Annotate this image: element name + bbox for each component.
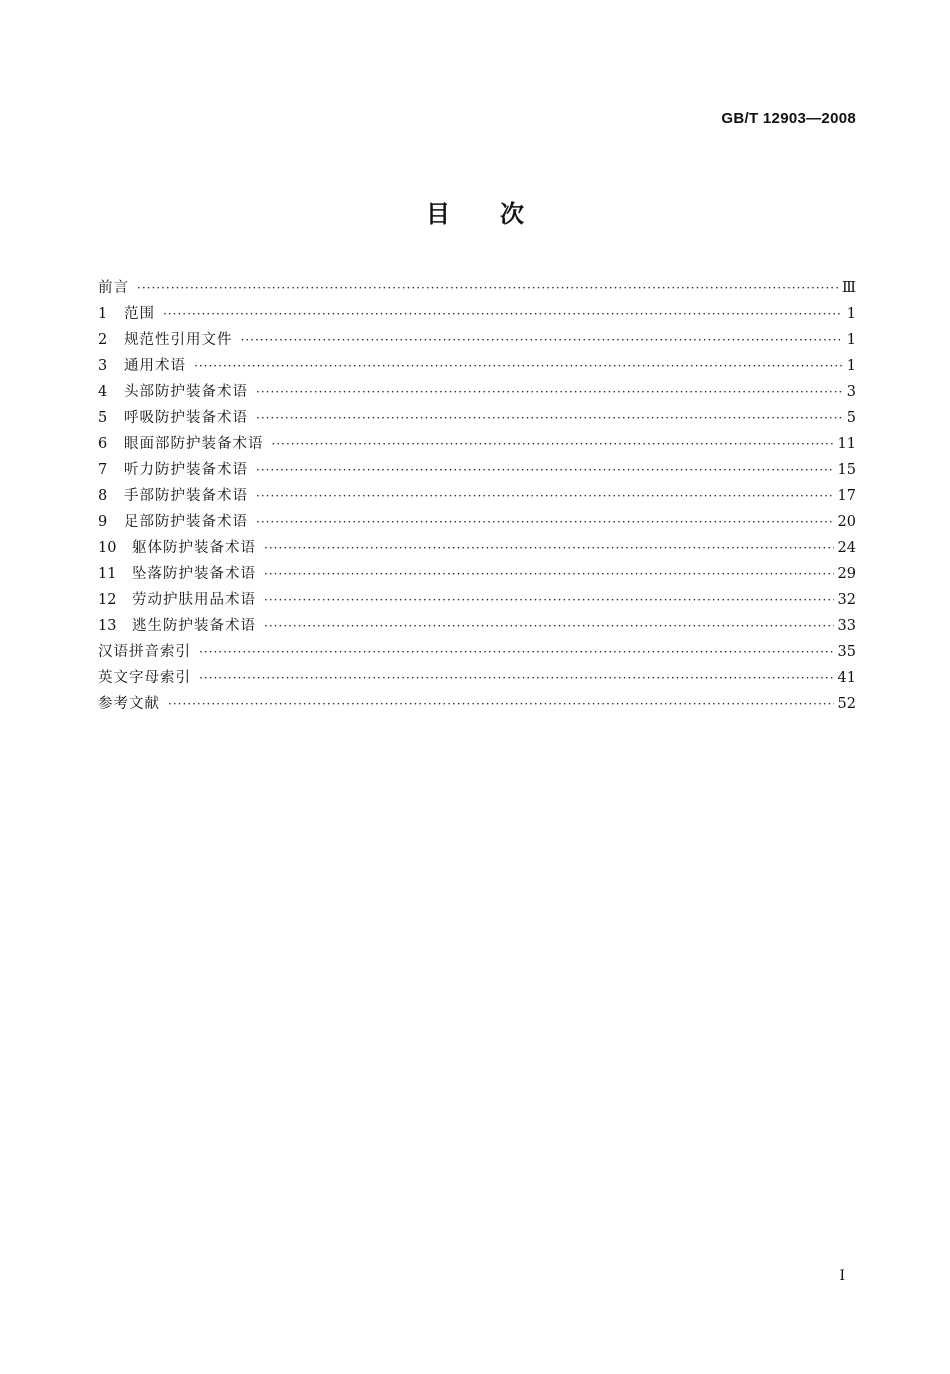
toc-entry-label: 参考文献 <box>98 696 160 712</box>
toc-dot-leader <box>199 671 834 685</box>
toc-entry-page: Ⅲ <box>842 280 856 296</box>
toc-entry-page: 24 <box>837 540 856 556</box>
toc-entry-page: 33 <box>837 618 856 634</box>
toc-dot-leader <box>199 645 834 659</box>
document-code: GB/T 12903—2008 <box>721 110 856 127</box>
toc-dot-leader <box>256 489 834 503</box>
page-number: I <box>839 1268 845 1284</box>
toc-entry-label: 范围 <box>124 306 155 322</box>
toc-entry-page: 52 <box>837 696 856 712</box>
toc-entry-page: 41 <box>837 670 856 686</box>
toc-dot-leader <box>264 567 834 581</box>
toc-dot-leader <box>272 437 834 451</box>
toc-entry-label: 呼吸防护装备术语 <box>124 410 248 426</box>
toc-dot-leader <box>264 541 834 555</box>
toc-entry-label: 通用术语 <box>124 358 186 374</box>
toc-entry[interactable] <box>98 614 856 640</box>
toc-entry-page: 11 <box>837 436 856 452</box>
toc-entry[interactable] <box>98 328 856 354</box>
toc-dot-leader <box>168 697 834 711</box>
toc-entry-number: 7 <box>98 462 108 478</box>
toc-entry[interactable] <box>98 458 856 484</box>
toc-dot-leader <box>241 333 843 347</box>
toc-dot-leader <box>256 385 842 399</box>
toc-entry[interactable] <box>98 354 856 380</box>
toc-entry-label: 听力防护装备术语 <box>124 462 248 478</box>
toc-entry-label: 头部防护装备术语 <box>124 384 248 400</box>
toc-entry-label: 足部防护装备术语 <box>124 514 248 530</box>
toc-entry-page: 1 <box>846 358 856 374</box>
toc-entry-label: 规范性引用文件 <box>124 332 233 348</box>
page-title-part-2: 次 <box>500 200 524 228</box>
toc-dot-leader <box>256 515 834 529</box>
toc-entry-page: 35 <box>837 644 856 660</box>
toc-dot-leader <box>163 307 842 321</box>
toc-entry[interactable] <box>98 562 856 588</box>
table-of-contents <box>98 276 856 718</box>
toc-entry[interactable] <box>98 536 856 562</box>
toc-entry-number: 11 <box>98 566 117 582</box>
toc-entry-page: 32 <box>837 592 856 608</box>
toc-entry-label: 前言 <box>98 280 129 296</box>
toc-entry-label: 躯体防护装备术语 <box>132 540 256 556</box>
toc-entry-page: 15 <box>837 462 856 478</box>
toc-entry-page: 3 <box>846 384 856 400</box>
toc-entry-number: 6 <box>98 436 108 452</box>
toc-entry-label: 劳动护肤用品术语 <box>132 592 256 608</box>
toc-entry-number: 5 <box>98 410 108 426</box>
toc-entry-label: 英文字母索引 <box>98 670 191 686</box>
page-title-part-1: 目 <box>426 200 450 228</box>
toc-entry-label: 坠落防护装备术语 <box>132 566 256 582</box>
toc-entry-page: 5 <box>846 410 856 426</box>
toc-entry[interactable] <box>98 484 856 510</box>
toc-entry[interactable] <box>98 432 856 458</box>
toc-entry-page: 17 <box>837 488 856 504</box>
toc-entry-page: 29 <box>837 566 856 582</box>
toc-entry[interactable] <box>98 380 856 406</box>
toc-entry-number: 9 <box>98 514 108 530</box>
toc-entry-number: 8 <box>98 488 108 504</box>
toc-dot-leader <box>256 463 834 477</box>
toc-entry-label: 逃生防护装备术语 <box>132 618 256 634</box>
toc-entry-label: 手部防护装备术语 <box>124 488 248 504</box>
page-title <box>0 194 950 229</box>
toc-entry[interactable] <box>98 588 856 614</box>
toc-entry-number: 13 <box>98 618 117 634</box>
toc-entry[interactable] <box>98 692 856 718</box>
toc-dot-leader <box>137 281 838 295</box>
toc-entry[interactable] <box>98 276 856 302</box>
toc-entry-page: 20 <box>837 514 856 530</box>
toc-entry[interactable] <box>98 666 856 692</box>
toc-entry[interactable] <box>98 302 856 328</box>
toc-dot-leader <box>256 411 842 425</box>
toc-entry-number: 3 <box>98 358 108 374</box>
toc-entry-label: 汉语拼音索引 <box>98 644 191 660</box>
toc-entry-number: 12 <box>98 592 117 608</box>
toc-entry[interactable] <box>98 640 856 666</box>
toc-entry-label: 眼面部防护装备术语 <box>124 436 264 452</box>
toc-entry-number: 1 <box>98 306 108 322</box>
toc-entry[interactable] <box>98 406 856 432</box>
toc-entry-number: 2 <box>98 332 108 348</box>
toc-dot-leader <box>194 359 842 373</box>
toc-entry-number: 10 <box>98 540 117 556</box>
toc-entry-page: 1 <box>846 332 856 348</box>
toc-entry[interactable] <box>98 510 856 536</box>
toc-dot-leader <box>264 619 834 633</box>
toc-dot-leader <box>264 593 834 607</box>
toc-entry-number: 4 <box>98 384 108 400</box>
toc-entry-page: 1 <box>846 306 856 322</box>
